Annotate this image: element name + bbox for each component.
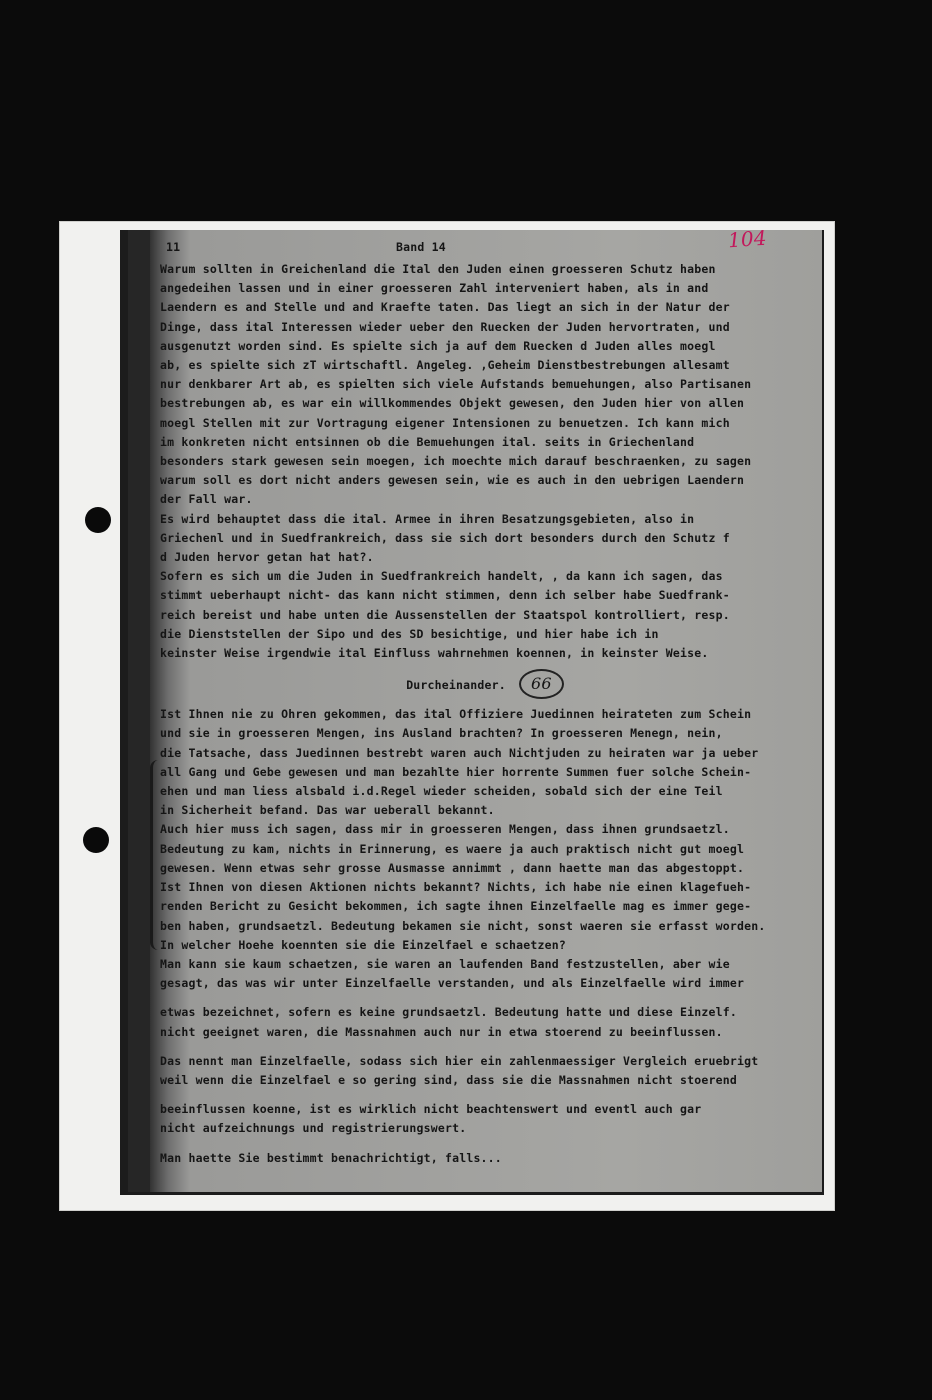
- text-line: In welcher Hoehe koennten sie die Einzelfael e schaetzen?: [160, 937, 567, 952]
- typed-transcript: [160, 225, 810, 1176]
- text-line: bestrebungen ab, es war ein willkommendes Objekt gewesen, den Juden hier von allen: [160, 396, 745, 411]
- text-line: reich bereist und habe unten die Aussenstellen der Staatspol kontrolliert, resp.: [160, 607, 730, 622]
- paragraph-5: [160, 1100, 810, 1138]
- text-line: nur denkbarer Art ab, es spielten sich viele Aufstands bemuehungen, also Partisanen: [160, 377, 752, 392]
- text-line: gesagt, das was wir unter Einzelfaelle verstanden, und als Einzelfaelle wird immer: [160, 976, 745, 991]
- text-line: ben haben, grundsaetzl. Bedeutung bekamen sie nicht, sonst waeren sie erfasst worden.: [160, 918, 766, 933]
- spacer: [160, 1139, 810, 1149]
- text-line: nicht aufzeichnungs und registrierungswert.: [160, 1121, 467, 1136]
- circled-number: 66: [519, 669, 564, 699]
- text-line: die Dienststellen der Sipo und des SD besichtige, und hier habe ich in: [160, 626, 659, 641]
- text-line: ehen und man liess alsbald i.d.Regel wieder scheiden, sobald sich der eine Teil: [160, 784, 723, 799]
- paragraph-3: [160, 1003, 810, 1041]
- text-line: Laendern es and Stelle und and Kraefte taten. Das liegt an sich in der Natur der: [160, 300, 730, 315]
- text-line: Man haette Sie bestimmt benachrichtigt, falls...: [160, 1150, 502, 1165]
- text-line: weil wenn die Einzelfael e so gering sind, dass sie die Massnahmen nicht stoerend: [160, 1072, 738, 1087]
- text-line: angedeihen lassen und in einer groesseren Zahl interveniert haben, als in and: [160, 281, 709, 296]
- text-line: besonders stark gewesen sein moegen, ich moechte mich darauf beschraenken, zu sagen: [160, 454, 752, 469]
- spacer: [160, 1090, 810, 1100]
- page-header: [160, 225, 810, 260]
- text-line: Es wird behauptet dass die ital. Armee in ihren Besatzungsgebieten, also in: [160, 511, 695, 526]
- text-line: der Fall war.: [160, 492, 253, 507]
- text-line: Griechenl und in Suedfrankreich, dass sie sich dort besonders durch den Schutz f: [160, 530, 730, 545]
- text-line: und sie in groesseren Mengen, ins Ausland brachten? In groesseren Menegn, nein,: [160, 726, 723, 741]
- text-line: moegl Stellen mit zur Vortragung eigener Intensionen zu benuetzen. Ich kann mich: [160, 415, 730, 430]
- text-line: im konkreten nicht entsinnen ob die Bemuehungen ital. seits in Griechenland: [160, 434, 695, 449]
- text-line: d Juden hervor getan hat hat?.: [160, 550, 374, 565]
- text-line: nicht geeignet waren, die Massnahmen auch nur in etwa stoerend zu beeinflussen.: [160, 1024, 723, 1039]
- paragraph-4: [160, 1052, 810, 1090]
- text-line: Das nennt man Einzelfaelle, sodass sich hier ein zahlenmaessiger Vergleich eruebrigt: [160, 1053, 759, 1068]
- text-line: ab, es spielte sich zT wirtschaftl. Angeleg. ,Geheim Dienstbestrebungen allesamt: [160, 358, 730, 373]
- punch-hole-top: [85, 507, 111, 533]
- band-label: Band 14: [396, 240, 446, 254]
- text-line: Ist Ihnen von diesen Aktionen nichts bekannt? Nichts, ich habe nie einen klagefueh-: [160, 880, 752, 895]
- text-line: ausgenutzt worden sind. Es spielte sich ja auf dem Ruecken d Juden alles moegl: [160, 338, 716, 353]
- text-line: Ist Ihnen nie zu Ohren gekommen, das ital Offiziere Juedinnen heirateten zum Schein: [160, 707, 752, 722]
- spacer: [160, 993, 810, 1003]
- text-line: Warum sollten in Greichenland die Ital den Juden einen groesseren Schutz haben: [160, 262, 716, 276]
- text-line: beeinflussen koenne, ist es wirklich nicht beachtenswert und eventl auch gar: [160, 1102, 702, 1117]
- paragraph-1: [160, 260, 810, 663]
- text-line: warum soll es dort nicht anders gewesen sein, wie es auch in den uebrigen Laendern: [160, 473, 745, 488]
- text-line: all Gang und Gebe gewesen und man bezahlte hier horrente Summen fuer solche Schein-: [160, 764, 752, 779]
- text-line: renden Bericht zu Gesicht bekommen, ich sagte ihnen Einzelfaelle mag es immer gege-: [160, 899, 752, 914]
- text-line: etwas bezeichnet, sofern es keine grundsaetzl. Bedeutung hatte und diese Einzelf.: [160, 1005, 738, 1020]
- page-number: 11: [166, 240, 181, 254]
- text-line: Man kann sie kaum schaetzen, sie waren an laufenden Band festzustellen, aber wie: [160, 956, 730, 971]
- interjection-row: [160, 669, 810, 699]
- spacer: [160, 1042, 810, 1052]
- text-line: Dinge, dass ital Interessen wieder ueber den Ruecken der Juden hervortraten, und: [160, 319, 730, 334]
- text-line: Sofern es sich um die Juden in Suedfrankreich handelt, , da kann ich sagen, das: [160, 569, 723, 584]
- text-line: gewesen. Wenn etwas sehr grosse Ausmasse annimmt , dann haette man das abgestoppt.: [160, 860, 745, 875]
- text-line: keinster Weise irgendwie ital Einfluss wahrnehmen koennen, in keinster Weise.: [160, 646, 709, 661]
- text-line: die Tatsache, dass Juedinnen bestrebt waren auch Nichtjuden zu heiraten war ja ueber: [160, 745, 759, 760]
- text-line: stimmt ueberhaupt nicht- das kann nicht stimmen, denn ich selber habe Suedfrank-: [160, 588, 730, 603]
- handwritten-page-stamp: 104: [727, 225, 768, 253]
- paragraph-6: [160, 1149, 810, 1168]
- punch-hole-bottom: [83, 827, 109, 853]
- text-line: Auch hier muss ich sagen, dass mir in groesseren Mengen, dass ihnen grundsaetzl.: [160, 822, 730, 837]
- interjection-text: Durcheinander.: [406, 678, 506, 693]
- text-line: Bedeutung zu kam, nichts in Erinnerung, es waere ja auch praktisch nicht gut moegl: [160, 841, 745, 856]
- text-line: in Sicherheit befand. Das war ueberall bekannt.: [160, 803, 495, 818]
- paragraph-2: [160, 705, 810, 993]
